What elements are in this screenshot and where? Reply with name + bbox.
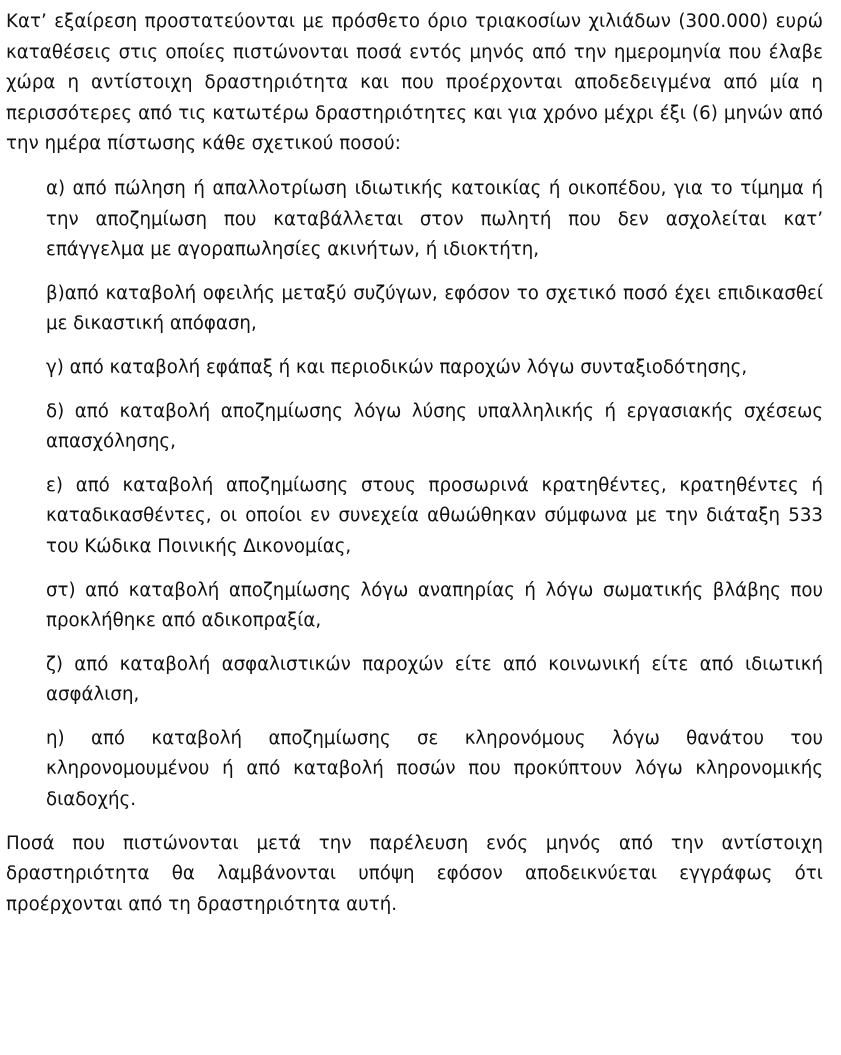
list-item-z: ζ) από καταβολή ασφαλιστικών παροχών είτε από κοινωνική είτε από ιδιωτική ασφάλιση, <box>46 653 823 706</box>
list-item-c: γ) από καταβολή εφάπαξ ή και περιοδικών παροχών λόγω συνταξιοδότησης, <box>46 356 748 378</box>
list-item-h: η) από καταβολή αποζημίωσης σε κληρονόμους λόγω θανάτου του κληρονομουμένου ή από καταβολή ποσών που προκύπτουν λόγω κληρονομικής διαδοχής. <box>46 727 823 811</box>
list-item-b: β)από καταβολή οφειλής μεταξύ συζύγων, εφόσον το σχετικό ποσό έχει επιδικασθεί με δικαστική απόφαση, <box>46 282 823 335</box>
list-item-d: δ) από καταβολή αποζημίωσης λόγω λύσης υπαλληλικής ή εργασιακής σχέσεως απασχόλησης, <box>46 400 823 453</box>
list-item-a: α) από πώληση ή απαλλοτρίωση ιδιωτικής κατοικίας ή οικοπέδου, για το τίμημα ή την αποζημίωση που καταβάλλεται στον πωλητή που δεν ασχολείται κατ’ επάγγελμα με αγοραπωλησίες ακινήτων, ή ιδιοκτήτη, <box>46 177 823 261</box>
list-item-st: στ) από καταβολή αποζημίωσης λόγω αναπηρίας ή λόγω σωματικής βλάβης που προκλήθηκε από αδικοπραξία, <box>46 579 823 632</box>
list-item-e: ε) από καταβολή αποζημίωσης στους προσωρινά κρατηθέντες, κρατηθέντες ή καταδικασθέντες, οι οποίοι εν συνεχεία αθωώθηκαν σύμφωνα με την διάταξη 533 του Κώδικα Ποινικής Δικονομίας, <box>46 474 823 557</box>
activity-list <box>6 174 823 816</box>
closing-paragraph: Ποσά που πιστώνονται μετά την παρέλευση ενός μηνός από την αντίστοιχη δραστηριότητα θα λαμβάνονται υπόψη εφόσον αποδεικνύεται εγγράφως ότι προέρχονται από τη δραστηριότητα αυτή. <box>6 832 823 915</box>
intro-paragraph: Κατ’ εξαίρεση προστατεύονται με πρόσθετο όριο τριακοσίων χιλιάδων (300.000) ευρώ καταθέσεις στις οποίες πιστώνονται ποσά εντός μηνός από την ημερομηνία που έλαβε χώρα η αντίστοιχη δραστηριότητα και που προέρχονται αποδεδειγμένα από μία η περισσότερες από τις κατωτέρω δραστηριότητες και για χρόνο μέχρι έξι (6) μηνών από την ημέρα πίστωσης κάθε σχετικού ποσού: <box>6 11 823 155</box>
